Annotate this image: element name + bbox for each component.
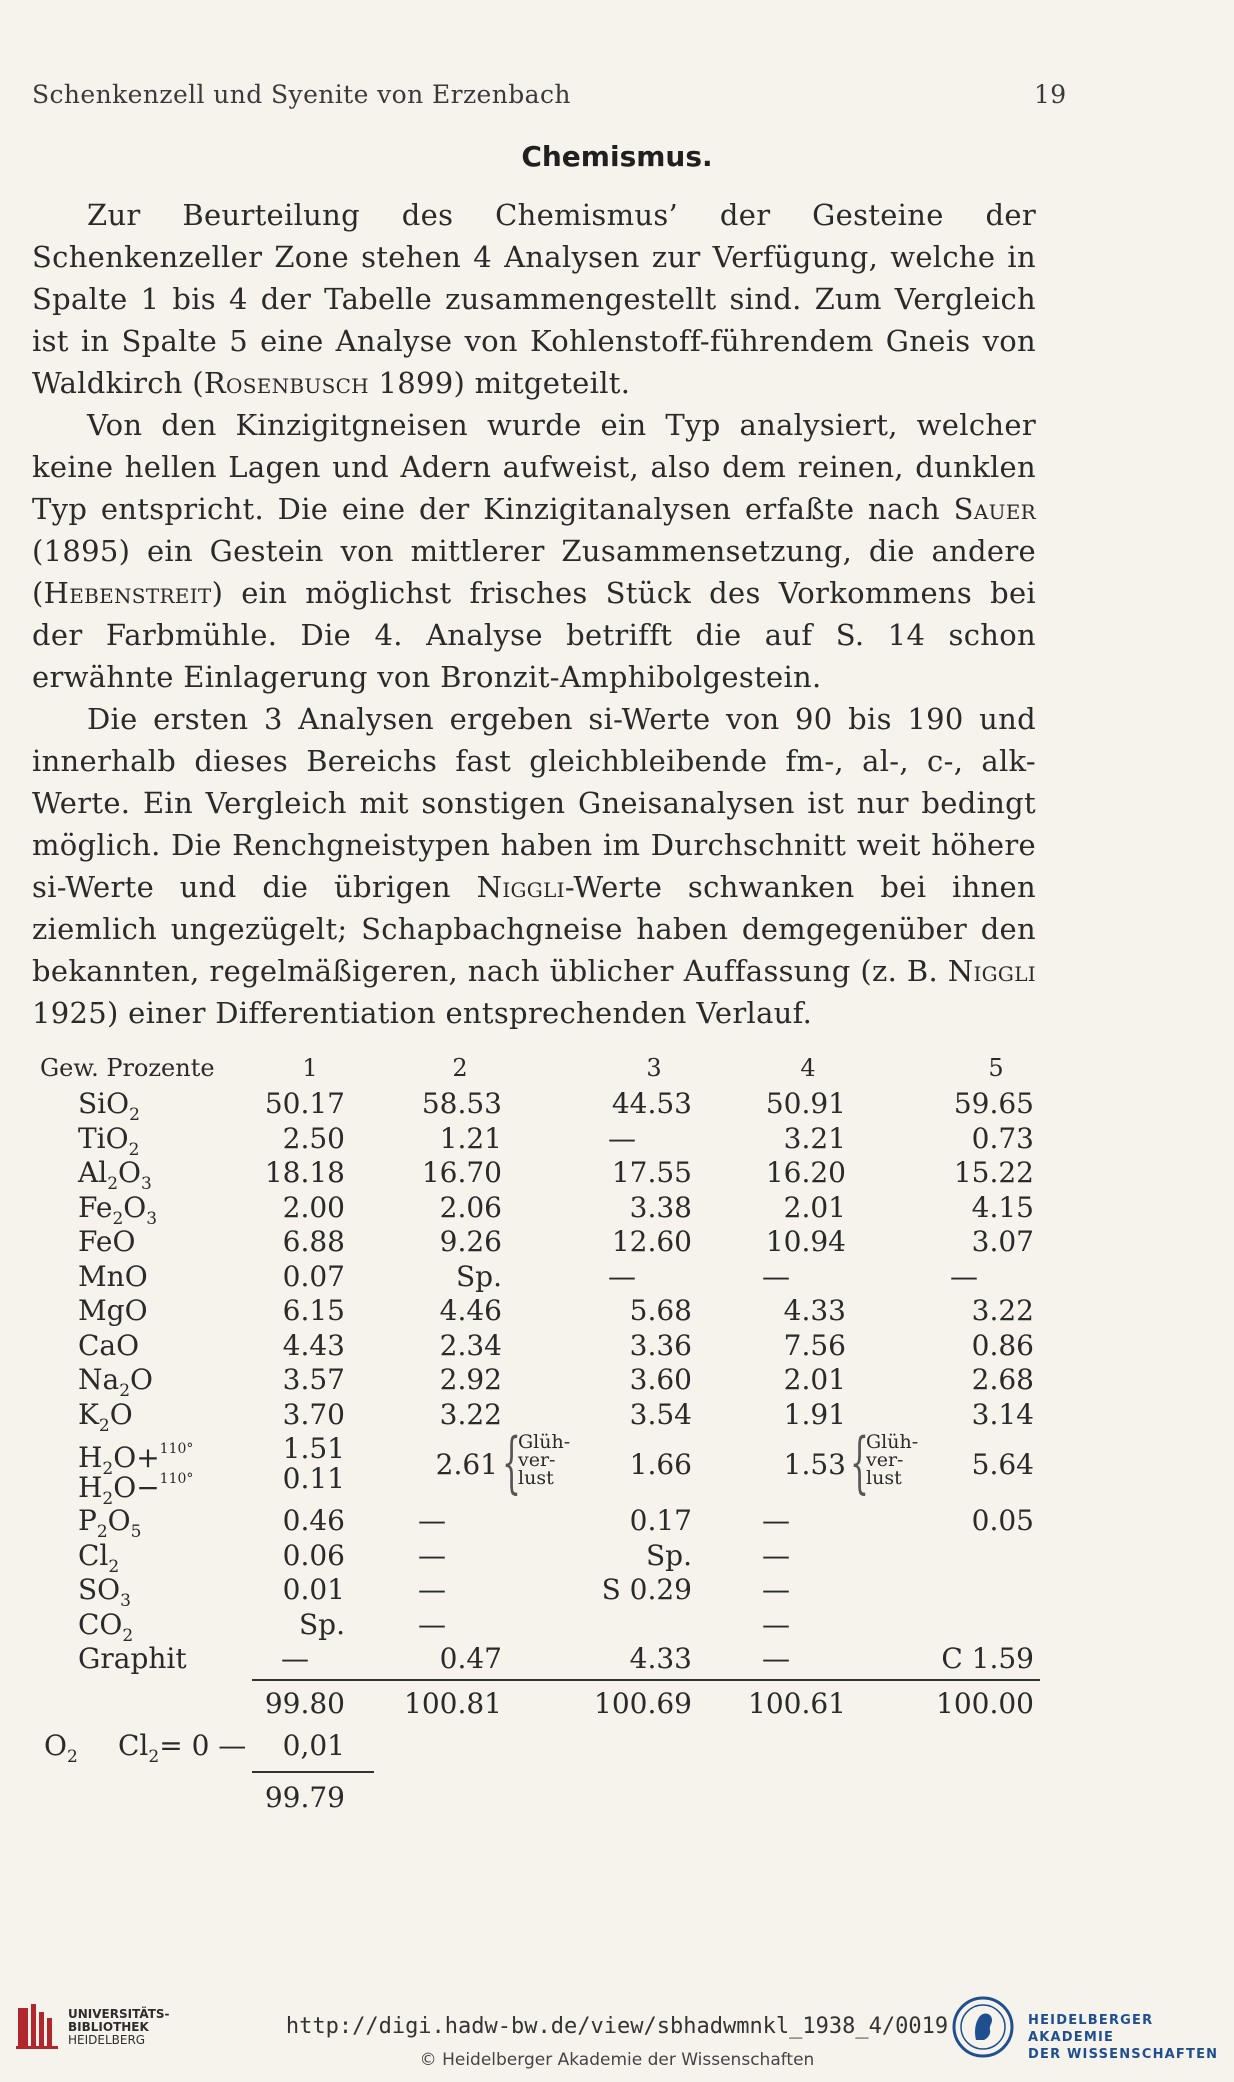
table-cell: 0.05 (971, 1504, 1034, 1537)
table-cell: Sp. (455, 1259, 502, 1293)
table-cell: 58.53 (421, 1087, 502, 1120)
table-cell: 0.47 (439, 1642, 502, 1675)
table-cell: 16.70 (421, 1156, 502, 1189)
table-cell: 6.88 (282, 1225, 345, 1258)
temperature-superscript: 110° (159, 1441, 194, 1457)
formula-base: Na (78, 1363, 120, 1396)
formula-subscript: 2 (119, 1381, 131, 1401)
column-header-number: 4 (800, 1054, 816, 1082)
formula-subscript: 3 (140, 1174, 152, 1194)
formula-base: O (118, 1156, 141, 1189)
table-cell: 2.68 (971, 1363, 1034, 1396)
author-name: Niggli (947, 954, 1036, 988)
table-cell: 0.07 (282, 1259, 345, 1293)
text-run: -Werte schwanken bei ihnen ziemlich ungezügelt; Schapbachgneise haben demgegenüber den bekannten, regelmäßigeren, nach üblicher Auffassung (z. B. (32, 870, 1036, 988)
table-cell: 3.57 (282, 1363, 345, 1396)
table-cell: — (418, 1504, 446, 1537)
sum-rule (252, 1771, 374, 1773)
total-cell: 100.61 (748, 1686, 846, 1720)
formula-base: H (78, 1471, 103, 1504)
table-cell: 3.21 (783, 1121, 846, 1155)
table-cell: Sp. (298, 1607, 345, 1641)
formula-base: Cl (78, 1538, 109, 1572)
gluhverlust-label: ver- (518, 1449, 556, 1471)
formula-base: MnO (78, 1259, 148, 1293)
table-cell: — (762, 1504, 790, 1537)
table-cell: 0.17 (629, 1504, 692, 1537)
element-label (78, 1225, 135, 1259)
table-cell: 7.56 (783, 1328, 846, 1362)
formula-subscript: 2 (66, 1746, 78, 1767)
table-cell: 1.53 (783, 1448, 846, 1481)
formula-subscript: 2 (98, 1415, 110, 1436)
formula-subscript: 2 (122, 1625, 134, 1646)
formula-base: Graphit (78, 1642, 187, 1675)
formula-base: CO (78, 1607, 123, 1641)
table-cell: 2.50 (282, 1121, 345, 1155)
table-cell: 2.34 (439, 1328, 502, 1362)
author-name: Rosenbusch (203, 366, 369, 400)
brace: { (850, 1424, 869, 1501)
table-cell: — (762, 1573, 790, 1606)
formula-subscript: 2 (96, 1522, 108, 1542)
library-name-line: BIBLIOTHEK (68, 2020, 149, 2034)
table-cell: 5.64 (971, 1448, 1034, 1481)
brace: { (502, 1424, 521, 1501)
author-name: Sauer (953, 492, 1036, 526)
page-number: 19 (1034, 80, 1067, 109)
correction-label (44, 1729, 78, 1774)
table-cell: 3.70 (282, 1397, 345, 1431)
table-cell: 0.86 (971, 1328, 1034, 1362)
table-cell: 3.22 (971, 1294, 1034, 1327)
table-cell: — (608, 1259, 636, 1293)
column-header-label: Gew. Prozente (40, 1054, 215, 1082)
table-cell: — (418, 1607, 446, 1641)
table-cell: — (418, 1538, 446, 1572)
table-cell: — (950, 1259, 978, 1293)
formula-base: H (78, 1441, 103, 1474)
gluhverlust-label: Glüh- (518, 1431, 571, 1453)
table-cell: 2.01 (783, 1190, 846, 1224)
author-name: Hebenstreit (43, 576, 212, 610)
table-cell: 3.54 (629, 1397, 692, 1431)
copyright-notice: © Heidelberger Akademie der Wissenschaften (419, 2050, 815, 2070)
table-cell: 12.60 (611, 1225, 692, 1258)
total-cell: 100.81 (404, 1686, 502, 1720)
table-cell: 18.18 (264, 1156, 345, 1189)
table-cell: 5.68 (629, 1294, 692, 1327)
table-cell: 17.55 (611, 1156, 692, 1189)
table-cell: C 1.59 (941, 1642, 1034, 1675)
table-cell: 2.00 (282, 1190, 345, 1224)
formula-base: O− (113, 1471, 160, 1504)
formula-base: O (107, 1504, 131, 1537)
formula-base: Fe (78, 1190, 113, 1224)
table-cell: 2.61 (435, 1448, 498, 1481)
formula-subscript: 2 (108, 1556, 120, 1577)
formula-base: SO (78, 1573, 121, 1606)
gluhverlust-label: ver- (866, 1449, 904, 1471)
table-cell: 6.15 (282, 1294, 345, 1327)
formula-base: SiO (78, 1087, 130, 1120)
academy-name (1028, 2012, 1234, 2063)
table-cell: 3.38 (629, 1190, 692, 1224)
formula-subscript: 2 (128, 1139, 140, 1160)
table-cell: 4.43 (282, 1328, 345, 1362)
table-cell: 4.15 (971, 1190, 1034, 1224)
table-cell: 2.92 (439, 1363, 502, 1396)
table-cell: 10.94 (765, 1225, 846, 1258)
table-cell: 59.65 (953, 1087, 1034, 1120)
source-url-link[interactable]: http://digi.hadw-bw.de/view/sbhadwmnkl_1938_4/0019 (285, 2014, 949, 2039)
text-run: (1895) ein Gestein von mittlerer Zusammensetzung, die andere ( (32, 534, 1036, 610)
table-cell: — (418, 1573, 446, 1606)
formula-base: O+ (113, 1441, 160, 1474)
table-cell: 0.06 (282, 1538, 345, 1572)
table-cell: 4.46 (439, 1294, 502, 1327)
column-header-number: 5 (988, 1054, 1004, 1082)
formula-subscript: 2 (102, 1489, 114, 1509)
formula-base: MgO (78, 1294, 148, 1327)
formula-subscript: 2 (107, 1174, 119, 1194)
element-label (78, 1260, 148, 1294)
formula-base: P (78, 1504, 97, 1537)
running-head-title: Schenkenzell und Syenite von Erzenbach (32, 80, 571, 109)
table-cell: S 0.29 (601, 1573, 692, 1606)
academy-seal-icon (952, 1996, 1014, 2058)
column-header-number: 3 (646, 1054, 662, 1082)
table-cell: 1.91 (783, 1397, 846, 1431)
element-label (78, 1642, 187, 1676)
column-header-number: 2 (452, 1054, 468, 1082)
text-run: 1925) einer Differentiation entsprechenden Verlauf. (32, 996, 813, 1030)
table-cell: — (762, 1642, 790, 1675)
total-cell: 99.80 (264, 1686, 345, 1720)
formula-base: O (123, 1190, 147, 1224)
table-cell: 1.21 (439, 1121, 502, 1155)
table-cell: 3.22 (439, 1397, 502, 1431)
text-run: Von den Kinzigitgneisen wurde ein Typ analysiert, welcher keine hellen Lagen und Adern aufweist, also dem reinen, dunklen Typ entspricht. Die eine der Kinzigitanalysen erfaßte nach (32, 408, 1036, 526)
gluhverlust-label: lust (518, 1467, 554, 1489)
table-cell: 3.36 (629, 1328, 692, 1362)
formula-subscript: 3 (146, 1208, 158, 1229)
element-label (78, 1329, 139, 1363)
formula-base: O (44, 1728, 67, 1762)
footer (0, 1990, 1234, 2082)
formula-subscript: 2 (102, 1459, 114, 1479)
formula-subscript: 3 (120, 1591, 131, 1611)
element-label (78, 1294, 148, 1328)
table-cell: 50.17 (264, 1087, 345, 1120)
table-cell: 0.73 (971, 1121, 1034, 1155)
gluhverlust-label: Glüh- (866, 1431, 919, 1453)
final-total: 99.79 (264, 1780, 345, 1814)
text-run: Die ersten 3 Analysen ergeben si-Werte von 90 bis 190 und innerhalb dieses Bereichs fast gleichbleibende fm-, al-, c-, alk-Werte. Ein Vergleich mit sonstigen Gneisanalysen ist nur bedingt möglich. Die Renchgneistypen haben im Durchschnitt weit höhere si-Werte und die übrigen (32, 702, 1036, 904)
academy-name-line: HEIDELBERGER AKADEMIE (1028, 2013, 1154, 2045)
table-cell: — (762, 1538, 790, 1572)
library-name-line: HEIDELBERG (68, 2033, 146, 2047)
formula-base: O (130, 1363, 153, 1396)
formula-subscript: 2 (112, 1208, 124, 1229)
formula-base: FeO (78, 1225, 136, 1258)
formula-base: Cl (118, 1728, 149, 1762)
table-cell: 3.60 (629, 1363, 692, 1396)
table-cell: 16.20 (765, 1156, 846, 1189)
total-cell: 100.00 (936, 1686, 1034, 1720)
table-cell: 4.33 (783, 1294, 846, 1327)
text-run: 1899) mitgeteilt. (368, 366, 631, 400)
table-cell: 3.14 (971, 1397, 1034, 1431)
text-run: Zur Beurteilung des Chemismus’ der Gesteine der Schenkenzeller Zone stehen 4 Analysen zur Verfügung, welche in Spalte 1 bis 4 der Tabelle zusammengestellt sind. Zum Vergleich ist in Spalte 5 eine Analyse von Kohlenstoff-führendem Gneis von Waldkirch ( (32, 198, 1036, 400)
table-cell: Sp. (645, 1538, 692, 1572)
table-cell: 2.01 (783, 1363, 846, 1396)
table-cell: 44.53 (611, 1087, 692, 1120)
formula-base: CaO (78, 1328, 140, 1362)
total-cell: 100.69 (594, 1686, 692, 1720)
table-cell: 0.11 (282, 1462, 345, 1495)
correction-value: 0,01 (282, 1728, 345, 1762)
formula-base: K (78, 1397, 99, 1431)
text-run: ) ein möglichst frisches Stück des Vorkommens bei der Farbmühle. Die 4. Analyse betrifft die auf S. 14 schon erwähnte Einlagerung von Bronzit-Amphibolgestein. (32, 576, 1036, 694)
table-cell: — (608, 1121, 636, 1155)
table-cell: 1.66 (629, 1448, 692, 1481)
table-cell: 9.26 (439, 1225, 502, 1258)
formula-subscript: 2 (129, 1105, 140, 1125)
formula-subscript: 2 (148, 1746, 160, 1767)
author-name: Niggli (476, 870, 565, 904)
table-cell: — (281, 1642, 309, 1675)
gluhverlust-label: lust (866, 1467, 902, 1489)
formula-base: Al (78, 1156, 108, 1189)
formula-base: = 0 — (159, 1728, 247, 1762)
sum-rule (252, 1679, 1040, 1681)
table-cell: 3.07 (971, 1225, 1034, 1258)
temperature-superscript: 110° (159, 1471, 194, 1487)
formula-base: O (109, 1397, 133, 1431)
table-cell: 4.33 (629, 1642, 692, 1675)
library-name-line: UNIVERSITÄTS- (68, 2007, 170, 2021)
formula-subscript: 5 (130, 1522, 142, 1542)
table-cell: — (762, 1259, 790, 1293)
table-cell: — (762, 1607, 790, 1641)
table-cell: 50.91 (765, 1087, 846, 1120)
table-cell: 15.22 (953, 1156, 1034, 1189)
column-header-number: 1 (302, 1054, 318, 1082)
table-cell: 2.06 (439, 1190, 502, 1224)
section-heading: Chemismus. (521, 140, 713, 173)
academy-name-line: DER WISSENSCHAFTEN (1028, 2047, 1219, 2062)
table-cell: 1.51 (282, 1432, 345, 1465)
table-cell: 0.46 (282, 1504, 345, 1537)
table-cell: 0.01 (282, 1573, 345, 1606)
formula-base: TiO (78, 1121, 129, 1155)
